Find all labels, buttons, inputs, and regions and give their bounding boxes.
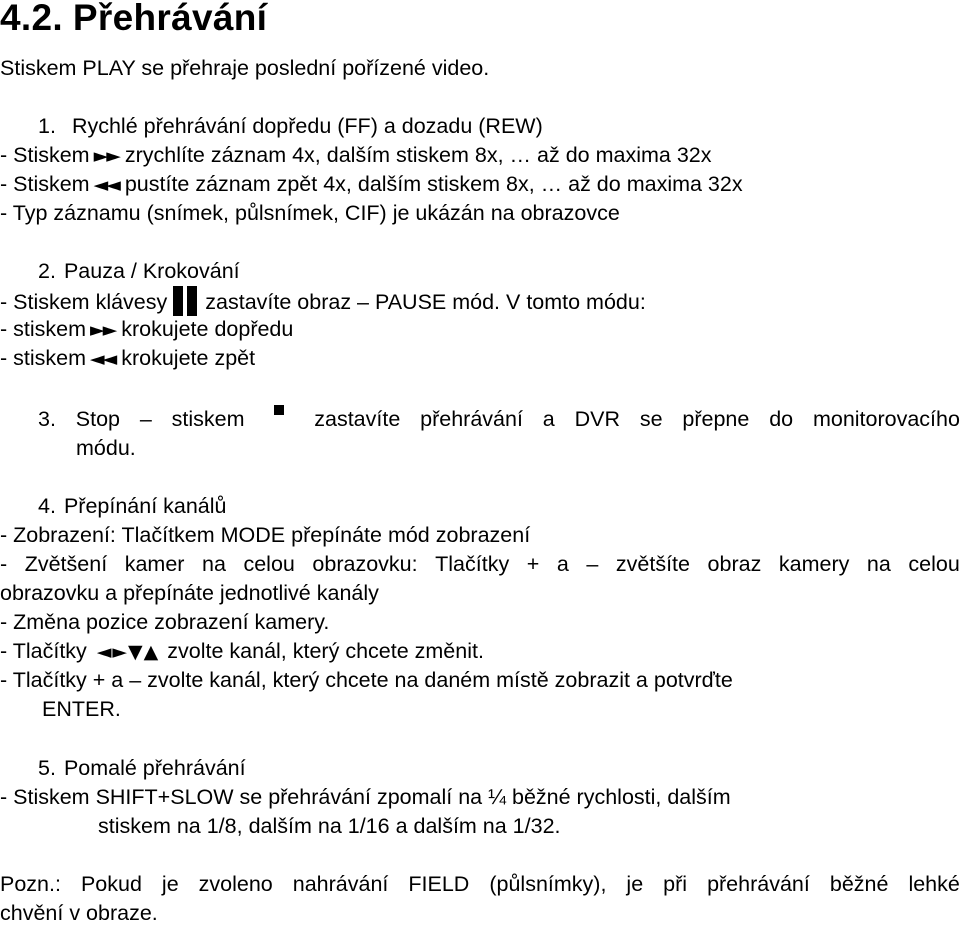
note-word: (půlsnímky),: [489, 872, 607, 896]
arrow-keys-icon: ◄►▼▲: [96, 641, 160, 663]
s4-word: Zvětšení: [24, 552, 108, 576]
s4-word: na: [866, 552, 891, 576]
s4-line5: [0, 637, 484, 666]
s4-line5-text: zvolte kanál, který chcete změnit.: [167, 639, 484, 663]
section-heading: [0, 0, 267, 40]
s2-line3-text: krokujete zpět: [121, 346, 256, 370]
s3-word: DVR: [574, 407, 620, 431]
s3-word: přehrávání: [420, 407, 523, 431]
s4-word: kamery: [778, 552, 850, 576]
s4-line7: ENTER.: [42, 697, 121, 721]
fast-forward-icon: ►►: [93, 145, 119, 167]
s3-word: stiskem: [171, 407, 245, 431]
note-word: lehké: [908, 872, 960, 896]
s2-number: 2.: [38, 259, 56, 283]
pause-icon: [173, 286, 201, 314]
s4-line5-prefix: - Tlačítky: [0, 639, 87, 663]
s1-line3: - Typ záznamu (snímek, půlsnímek, CIF) je ukázán na obrazovce: [0, 201, 620, 225]
heading-number: 4.2.: [0, 0, 63, 38]
s1-line1: [0, 141, 712, 170]
heading-title: Přehrávání: [72, 0, 268, 38]
s2-title-line: [38, 257, 240, 285]
note-word: Pokud: [80, 872, 142, 896]
note-word: je: [626, 872, 644, 896]
s5-title-line: [38, 754, 246, 782]
s4-line6: - Tlačítky + a – zvolte kanál, který chcete na daném místě zobrazit a potvrďte: [0, 668, 733, 692]
s4-line2: [0, 550, 960, 578]
s4-word: –: [586, 552, 599, 576]
note-word: FIELD: [408, 872, 470, 896]
s4-word: obrazovku:: [312, 552, 418, 576]
s4-word: Tlačítky: [435, 552, 510, 576]
s1-title-line: [38, 112, 543, 140]
s1-line2-text: pustíte záznam zpět 4x, dalším stiskem 8x, … až do maxima 32x: [124, 172, 743, 196]
s3-word: monitorovacího: [812, 407, 960, 431]
s2-title: Pauza / Krokování: [63, 259, 240, 283]
s4-word: celou: [243, 552, 295, 576]
s4-line1: - Zobrazení: Tlačítkem MODE přepínáte mód zobrazení: [0, 523, 531, 547]
s2-line1-text: zastavíte obraz – PAUSE mód. V tomto módu:: [205, 290, 646, 314]
s4-word: kamer: [124, 552, 185, 576]
s3-word: přepne: [682, 407, 750, 431]
s5-line1: - Stiskem SHIFT+SLOW se přehrávání zpomalí na ¼ běžné rychlosti, dalším: [0, 785, 731, 809]
s3-word: do: [769, 407, 794, 431]
s4-title-line: [38, 492, 227, 520]
note-word: přehrávání: [707, 872, 810, 896]
note-word: běžné: [829, 872, 889, 896]
s1-line2-prefix: - Stiskem: [0, 172, 90, 196]
note-word: nahrávání: [292, 872, 389, 896]
s1-number: 1.: [38, 114, 56, 138]
s4-word: zvětšíte: [615, 552, 690, 576]
s2-line3: [0, 344, 255, 373]
s4-line3: obrazovku a přepínáte jednotlivé kanály: [0, 581, 379, 605]
note-line2: chvění v obraze.: [0, 901, 158, 925]
s3-word: –: [139, 407, 152, 431]
s5-number: 5.: [38, 756, 56, 780]
s4-line4: - Změna pozice zobrazení kamery.: [0, 610, 330, 634]
s3-word: zastavíte: [314, 407, 401, 431]
s5-title: Pomalé přehrávání: [63, 756, 246, 780]
s4-word: obraz: [707, 552, 762, 576]
s2-line2: [0, 315, 293, 344]
s4-word: celou: [908, 552, 960, 576]
s1-line1-text: zrychlíte záznam 4x, dalším stiskem 8x, … až do maxima 32x: [124, 143, 712, 167]
s2-line1: [0, 286, 646, 316]
s2-line1-prefix: - Stiskem klávesy: [0, 290, 168, 314]
s3-word: a: [542, 407, 555, 431]
s3-word: se: [639, 407, 663, 431]
s2-line3-prefix: - stiskem: [0, 346, 86, 370]
s4-word: -: [0, 552, 8, 576]
s1-line2: [0, 170, 743, 199]
rewind-icon: ◄◄: [93, 174, 119, 196]
s3-line1: [38, 405, 960, 433]
step-forward-icon: ►►: [90, 319, 116, 341]
s4-title: Přepínání kanálů: [63, 494, 227, 518]
s3-word: Stop: [75, 407, 121, 431]
s2-line2-text: krokujete dopředu: [121, 317, 294, 341]
s4-word: na: [202, 552, 226, 576]
note-word: je: [161, 872, 179, 896]
s3-number: 3.: [38, 407, 56, 431]
s1-line1-prefix: - Stiskem: [0, 143, 90, 167]
s4-number: 4.: [38, 494, 56, 518]
s3-line2: módu.: [76, 436, 136, 460]
note-word: při: [663, 872, 688, 896]
note-word: Pozn.:: [0, 872, 61, 896]
s5-line2: stiskem na 1/8, dalším na 1/16 a dalším na 1/32.: [98, 814, 561, 838]
step-back-icon: ◄◄: [90, 348, 116, 370]
stop-icon: [274, 405, 284, 415]
s4-word: +: [526, 552, 540, 576]
s4-word: a: [556, 552, 569, 576]
s1-title: Rychlé přehrávání dopředu (FF) a dozadu (REW): [71, 114, 543, 138]
s2-line2-prefix: - stiskem: [0, 317, 86, 341]
intro-text: Stiskem PLAY se přehraje poslední pořízené video.: [0, 56, 490, 80]
note-line1: [0, 870, 960, 898]
note-word: zvoleno: [198, 872, 273, 896]
